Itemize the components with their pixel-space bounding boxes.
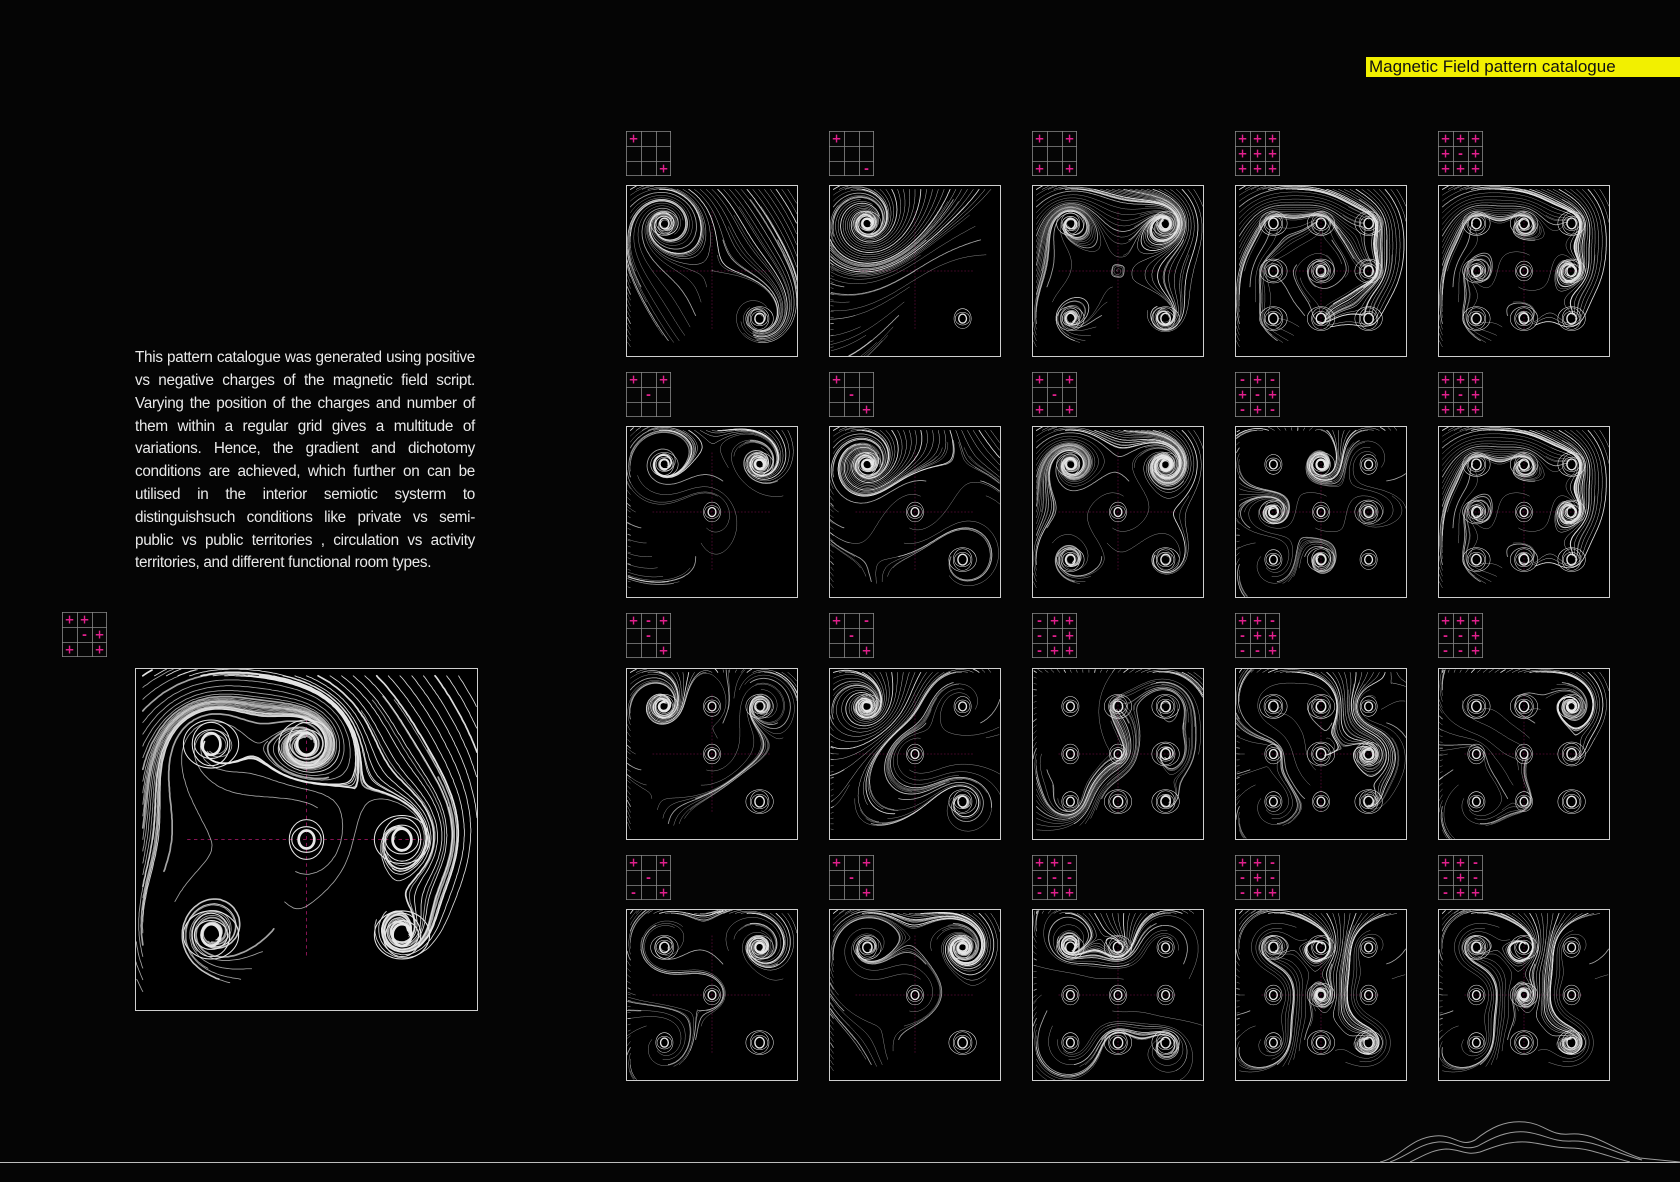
charge-negative-mark: - [1255, 387, 1260, 402]
charge-negative-mark: - [1443, 643, 1448, 658]
charge-negative-mark: - [1240, 628, 1245, 643]
charge-negative-mark: - [1270, 613, 1275, 628]
charge-positive-mark: + [1252, 146, 1263, 161]
pattern-1-charge-key [626, 131, 671, 176]
charge-positive-mark: + [1440, 402, 1451, 417]
charge-positive-mark: + [1440, 131, 1451, 146]
charge-positive-mark: + [1064, 613, 1075, 628]
charge-negative-mark: - [1443, 870, 1448, 885]
pattern-18-field-diagram [1032, 909, 1204, 1081]
charge-positive-mark: + [1470, 885, 1481, 900]
pattern-4-field-diagram [1235, 185, 1407, 357]
charge-positive-mark: + [1440, 372, 1451, 387]
charge-positive-mark: + [1440, 146, 1451, 161]
pattern-19-charge-key [1235, 855, 1280, 900]
charge-positive-mark: + [1455, 885, 1466, 900]
charge-negative-mark: - [1270, 855, 1275, 870]
charge-positive-mark: + [1034, 402, 1045, 417]
charge-positive-mark: + [1049, 643, 1060, 658]
pattern-20-field-diagram [1438, 909, 1610, 1081]
charge-negative-mark: - [1473, 870, 1478, 885]
charge-positive-mark: + [861, 855, 872, 870]
pattern-16-field-diagram [626, 909, 798, 1081]
charge-positive-mark: + [1064, 643, 1075, 658]
charge-positive-mark: + [1470, 643, 1481, 658]
charge-positive-mark: + [1049, 855, 1060, 870]
charge-positive-mark: + [1237, 131, 1248, 146]
charge-negative-mark: - [1052, 870, 1057, 885]
pattern-14-charge-key [1235, 613, 1280, 658]
charge-positive-mark: + [1034, 131, 1045, 146]
charge-positive-mark: + [1064, 628, 1075, 643]
charge-negative-mark: - [849, 387, 854, 402]
charge-positive-mark: + [658, 855, 669, 870]
pattern-17-field-diagram [829, 909, 1001, 1081]
charge-positive-mark: + [1440, 387, 1451, 402]
landscape-contour-icon [1380, 1108, 1680, 1168]
charge-negative-mark: - [1037, 870, 1042, 885]
charge-positive-mark: + [1455, 613, 1466, 628]
charge-negative-mark: - [864, 161, 869, 176]
charge-positive-mark: + [1455, 855, 1466, 870]
charge-positive-mark: + [1064, 161, 1075, 176]
charge-positive-mark: + [1237, 161, 1248, 176]
pattern-17-charge-key [829, 855, 874, 900]
charge-negative-mark: - [864, 613, 869, 628]
pattern-10-charge-key [1438, 372, 1483, 417]
charge-negative-mark: - [1270, 402, 1275, 417]
pattern-8-field-diagram [1032, 426, 1204, 598]
charge-negative-mark: - [1037, 628, 1042, 643]
charge-negative-mark: - [1052, 387, 1057, 402]
charge-positive-mark: + [1470, 131, 1481, 146]
pattern-3-field-diagram [1032, 185, 1204, 357]
charge-positive-mark: + [1237, 613, 1248, 628]
charge-negative-mark: - [1052, 628, 1057, 643]
charge-negative-mark: - [631, 885, 636, 900]
charge-positive-mark: + [1252, 628, 1263, 643]
charge-positive-mark: + [1049, 613, 1060, 628]
pattern-5-field-diagram [1438, 185, 1610, 357]
charge-negative-mark: - [1473, 855, 1478, 870]
pattern-6-field-diagram [626, 426, 798, 598]
charge-negative-mark: - [1037, 613, 1042, 628]
pattern-11-charge-key [626, 613, 671, 658]
pattern-15-charge-key [1438, 613, 1483, 658]
charge-negative-mark: - [646, 387, 651, 402]
charge-positive-mark: + [1237, 387, 1248, 402]
charge-negative-mark: - [82, 627, 87, 642]
charge-positive-mark: + [1237, 855, 1248, 870]
charge-positive-mark: + [861, 885, 872, 900]
charge-positive-mark: + [861, 402, 872, 417]
charge-negative-mark: - [646, 870, 651, 885]
charge-negative-mark: - [646, 628, 651, 643]
charge-negative-mark: - [1240, 402, 1245, 417]
charge-positive-mark: + [1470, 628, 1481, 643]
feature-field-diagram [135, 668, 478, 1011]
charge-positive-mark: + [1440, 613, 1451, 628]
charge-negative-mark: - [1270, 870, 1275, 885]
charge-positive-mark: + [1252, 885, 1263, 900]
pattern-2-charge-key [829, 131, 874, 176]
charge-positive-mark: + [1252, 402, 1263, 417]
charge-positive-mark: + [64, 642, 75, 657]
pattern-14-field-diagram [1235, 668, 1407, 840]
charge-positive-mark: + [1455, 161, 1466, 176]
pattern-18-charge-key [1032, 855, 1077, 900]
pattern-8-charge-key [1032, 372, 1077, 417]
pattern-3-charge-key [1032, 131, 1077, 176]
pattern-12-charge-key [829, 613, 874, 658]
charge-negative-mark: - [1240, 643, 1245, 658]
charge-negative-mark: - [849, 628, 854, 643]
charge-positive-mark: + [1470, 146, 1481, 161]
pattern-13-field-diagram [1032, 668, 1204, 840]
charge-negative-mark: - [1270, 372, 1275, 387]
charge-positive-mark: + [831, 855, 842, 870]
pattern-6-charge-key [626, 372, 671, 417]
charge-positive-mark: + [658, 161, 669, 176]
charge-positive-mark: + [628, 131, 639, 146]
charge-positive-mark: + [658, 613, 669, 628]
charge-negative-mark: - [1037, 643, 1042, 658]
pattern-9-field-diagram [1235, 426, 1407, 598]
charge-positive-mark: + [94, 627, 105, 642]
charge-positive-mark: + [658, 372, 669, 387]
charge-negative-mark: - [849, 870, 854, 885]
charge-positive-mark: + [861, 643, 872, 658]
pattern-16-charge-key [626, 855, 671, 900]
charge-negative-mark: - [1458, 146, 1463, 161]
title-banner [1366, 57, 1680, 77]
page-title: Magnetic Field pattern catalogue [1369, 57, 1616, 76]
pattern-4-charge-key [1235, 131, 1280, 176]
charge-positive-mark: + [1252, 870, 1263, 885]
charge-positive-mark: + [1064, 372, 1075, 387]
pattern-10-field-diagram [1438, 426, 1610, 598]
charge-negative-mark: - [1240, 870, 1245, 885]
charge-positive-mark: + [1455, 372, 1466, 387]
charge-positive-mark: + [628, 372, 639, 387]
charge-negative-mark: - [1458, 643, 1463, 658]
charge-negative-mark: - [1067, 855, 1072, 870]
pattern-7-field-diagram [829, 426, 1001, 598]
charge-positive-mark: + [628, 855, 639, 870]
charge-negative-mark: - [1458, 628, 1463, 643]
pattern-2-field-diagram [829, 185, 1001, 357]
charge-negative-mark: - [1037, 885, 1042, 900]
charge-positive-mark: + [1252, 372, 1263, 387]
charge-positive-mark: + [1267, 628, 1278, 643]
charge-positive-mark: + [1267, 131, 1278, 146]
description-paragraph: This pattern catalogue was generated using positive vs negative charges of the magnetic field script. Varying the position of the charges and number of them within a regular grid gives a multitude of variations. Hence, the gradient and dichotomy conditions are achieved, which further on can be utilised in the interior semiotic systerm to distinguishsuch conditions like private vs semi-public vs public territories , circulation vs activity territories, and different functional room types. [135, 349, 475, 572]
pattern-12-field-diagram [829, 668, 1001, 840]
charge-positive-mark: + [1252, 613, 1263, 628]
charge-positive-mark: + [1034, 855, 1045, 870]
charge-positive-mark: + [831, 131, 842, 146]
charge-positive-mark: + [94, 642, 105, 657]
charge-positive-mark: + [1267, 885, 1278, 900]
charge-positive-mark: + [1455, 131, 1466, 146]
charge-positive-mark: + [1237, 146, 1248, 161]
charge-positive-mark: + [1470, 372, 1481, 387]
pattern-11-field-diagram [626, 668, 798, 840]
charge-negative-mark: - [1067, 870, 1072, 885]
charge-positive-mark: + [831, 613, 842, 628]
charge-positive-mark: + [1064, 885, 1075, 900]
pattern-13-charge-key [1032, 613, 1077, 658]
charge-positive-mark: + [1049, 885, 1060, 900]
pattern-15-field-diagram [1438, 668, 1610, 840]
charge-positive-mark: + [79, 612, 90, 627]
charge-positive-mark: + [658, 643, 669, 658]
charge-negative-mark: - [1240, 372, 1245, 387]
charge-positive-mark: + [1267, 387, 1278, 402]
charge-positive-mark: + [1470, 387, 1481, 402]
charge-positive-mark: + [1064, 402, 1075, 417]
charge-negative-mark: - [1240, 885, 1245, 900]
charge-positive-mark: + [831, 372, 842, 387]
charge-positive-mark: + [658, 885, 669, 900]
pattern-5-charge-key [1438, 131, 1483, 176]
charge-positive-mark: + [1267, 161, 1278, 176]
charge-positive-mark: + [628, 613, 639, 628]
charge-positive-mark: + [64, 612, 75, 627]
charge-negative-mark: - [1255, 643, 1260, 658]
pattern-19-field-diagram [1235, 909, 1407, 1081]
charge-positive-mark: + [1064, 131, 1075, 146]
pattern-1-field-diagram [626, 185, 798, 357]
feature-charge-key [62, 612, 107, 657]
charge-positive-mark: + [1267, 146, 1278, 161]
charge-positive-mark: + [1252, 161, 1263, 176]
charge-positive-mark: + [1455, 402, 1466, 417]
charge-negative-mark: - [1443, 885, 1448, 900]
charge-positive-mark: + [1470, 613, 1481, 628]
charge-positive-mark: + [1267, 643, 1278, 658]
pattern-9-charge-key [1235, 372, 1280, 417]
charge-negative-mark: - [1458, 387, 1463, 402]
charge-positive-mark: + [1252, 855, 1263, 870]
charge-positive-mark: + [1470, 161, 1481, 176]
charge-positive-mark: + [1470, 402, 1481, 417]
charge-negative-mark: - [646, 613, 651, 628]
pattern-7-charge-key [829, 372, 874, 417]
charge-positive-mark: + [1455, 870, 1466, 885]
charge-positive-mark: + [1252, 131, 1263, 146]
charge-positive-mark: + [1440, 855, 1451, 870]
charge-positive-mark: + [1440, 161, 1451, 176]
charge-negative-mark: - [1443, 628, 1448, 643]
pattern-20-charge-key [1438, 855, 1483, 900]
charge-positive-mark: + [1034, 161, 1045, 176]
charge-positive-mark: + [1034, 372, 1045, 387]
